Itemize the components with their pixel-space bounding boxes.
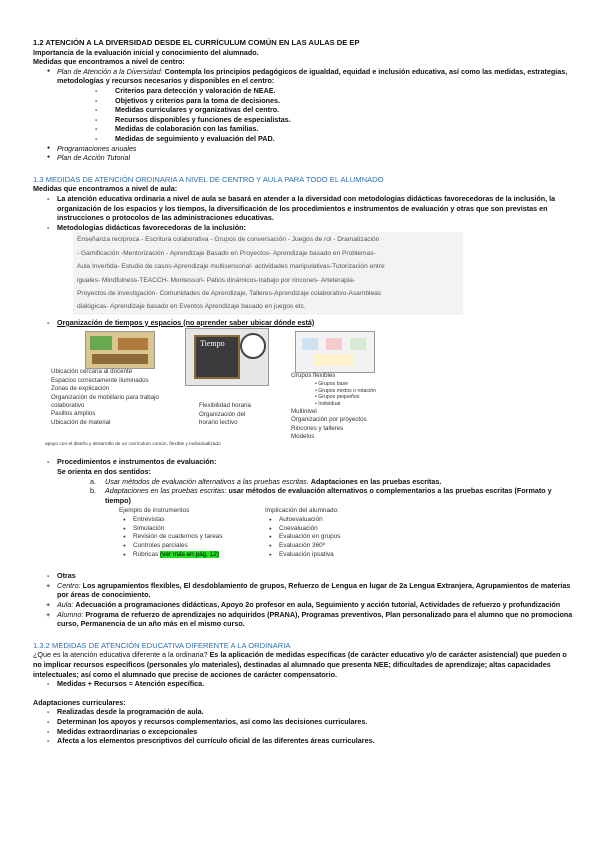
strategies-line: iguales- Mindfulness-TEACCH- Montessori- Patios dinámicos-trabajo por rincones- Arteterapia-	[77, 276, 356, 284]
instrument-item: ● Rúbricas (ver más en pág. 12)	[119, 551, 259, 560]
section-title-1-2: 1.2 ATENCIÓN A LA DIVERSIDAD DESDE EL CURRÍCULUM COMÚN EN LAS AULAS DE EP	[33, 38, 360, 47]
strategies-line: - Gamificación -Mentorización - Aprendizaje Basado en Proyectos- Aprendizaje basado en Problemas-	[77, 249, 376, 257]
group-item: • Individual	[315, 401, 341, 408]
plan-subitem: - Objetivos y criterios para la toma de decisiones.	[33, 96, 573, 106]
instruments-column	[119, 507, 259, 559]
space-item: Ubicación de material	[51, 418, 111, 426]
annual-programs-item: ● Programaciones anuales	[33, 144, 573, 154]
strategies-box	[73, 232, 463, 314]
student-item: ● Evaluación 360º	[265, 542, 395, 551]
board-word: Tiempo	[200, 339, 225, 349]
strategies-line: Proyectos de investigación- Comunidades de Aprendizaje, Talleres-Aprendizaje colaborativo-Asambleas	[77, 289, 382, 297]
plan-subitem: - Medidas de seguimiento y evaluación del PAD.	[33, 134, 573, 144]
classroom-measures-heading: Medidas que encontramos a nivel de aula:	[33, 184, 178, 194]
evaluation-heading: - Procedimientos e instrumentos de evaluación:	[33, 457, 573, 467]
space-item: Espacios correctamente iluminados	[51, 376, 149, 384]
others-heading: - Otras	[33, 571, 573, 581]
student-item: ● Coevaluación	[265, 525, 395, 534]
evaluation-option-a: a. Usar métodos de evaluación alternativos a las pruebas escritas. Adaptaciones en las pruebas escritas.	[90, 476, 442, 486]
adaptations-heading: Adaptaciones curriculares:	[33, 697, 126, 707]
plan-item: ● Plan de Atención a la Diversidad: Contempla los principios pedagógicos de igualdad, equidad e inclusión educativa, así como las medidas, estrategias, metodologías y recursos necesarios y disponibles en el centro:	[33, 67, 573, 86]
strategies-line: Aula Invertida- Estudio de casos-Aprendizaje multisensorial- actividades manipulativas-Tutorización entre	[77, 263, 385, 271]
others-item-centre: + Centro: Los agrupamientos flexibles, El desdoblamiento de grupos, Refuerzo de Lengua en lugar de 2a Lengua Extranjera, Agrupamientos de materias por áreas de conocimiento.	[33, 581, 573, 600]
space-list	[51, 368, 169, 427]
groups-list	[291, 372, 381, 441]
plan-subitem: - Medidas de colaboración con las familias.	[33, 124, 573, 134]
tutorial-plan-item: ● Plan de Acción Tutorial	[33, 153, 573, 163]
student-item: ● Evaluación en grupos	[265, 533, 395, 542]
clock-icon	[240, 333, 266, 359]
instrument-item: ● Revisión de cuadernos y tareas	[119, 533, 259, 542]
time-board-image	[185, 328, 269, 386]
plan-subitem: - Medidas curriculares y organizativas del centro.	[33, 105, 573, 115]
space-item: Zonas de explicación	[51, 385, 110, 393]
instruments-figure	[119, 505, 573, 571]
space-item: Pasillos amplios	[51, 410, 96, 418]
definition-paragraph: ¿Que es la atención educativa diferente a la ordinaria? Es la aplicación de medidas específicas (de carácter educativo y/o de carácter asistencial) que pueden o no implicar recursos específicos (personales y/o materiales), destinadas al alumnado que presenta NEE; dificultades de aprendizaje; altas capacidades intelectuales; así como el alumnado que precise de acciones de carácter compensatorio.	[33, 650, 567, 679]
groups-title: Grupos flexibles	[291, 372, 336, 380]
group-more: Organización por proyectos	[291, 416, 367, 424]
student-item: ● Autoevaluación	[265, 516, 395, 525]
strategies-line: Enseñanza recíproca - Escritura colaborativa - Grupos de conversación - Juegos de rol - Dramatización	[77, 236, 380, 244]
document-page	[33, 38, 573, 746]
page-reference-highlight: (ver más en pág. 12)	[160, 550, 219, 558]
student-column	[265, 507, 395, 559]
group-more: Modelos	[291, 433, 315, 441]
group-item: • Grupos pequeños	[315, 394, 360, 401]
adaptation-item: - Medidas extraordinarias o excepcionales	[33, 727, 573, 737]
instrument-item: ● Controles parciales	[119, 542, 259, 551]
adaptation-item: - Realizadas desde la programación de aula.	[33, 707, 573, 717]
group-more: Rincones y talleres	[291, 424, 344, 432]
group-more: Multinivel	[291, 407, 317, 415]
organization-figure	[33, 329, 573, 457]
plan-subitem: - Recursos disponibles y funciones de especialistas.	[33, 115, 573, 125]
evaluation-option-b: b. Adaptaciones en las pruebas escritas: usar métodos de evaluación alternativos o complementarios a las pruebas escritas (Formato y tiempo)	[90, 486, 552, 505]
time-item: Organización del horario lectivo	[199, 410, 246, 427]
classroom-image	[85, 331, 155, 369]
group-item: • Grupos base	[315, 380, 348, 387]
student-title: Implicación del alumnado:	[265, 507, 339, 515]
section-title-1-3: 1.3 MEDIDAS DE ATENCIÓN ORDINARIA A NIVEL DE CENTRO Y AULA PARA TODO EL ALUMNADO	[33, 174, 384, 184]
group-item: • Grupos mixtos o rotación	[315, 387, 376, 394]
plan-subitem: - Criterios para detección y valoración de NEAE.	[33, 86, 573, 96]
student-item: ● Evaluación ipsativa	[265, 551, 395, 560]
others-item-classroom: + Aula: Adecuación a programaciones didácticas, Apoyo 2o profesor en aula, Seguimiento y acción tutorial, Actividades de refuerzo y profundización	[33, 600, 573, 610]
groups-image	[295, 331, 375, 373]
space-item: Organización de mobiliario para trabajo colaborativo	[51, 393, 159, 409]
importance-text: Importancia de la evaluación inicial y conocimiento del alumnado.	[33, 47, 259, 57]
methodologies-heading: - Metodologías didácticas favorecedoras de la inclusión:	[33, 223, 573, 233]
time-list	[199, 402, 263, 427]
others-item-student: + Alumno: Programa de refuerzo de aprendizajes no adquiridos (PRANA), Programas preventivos, Plan personalizado para el alumno que no promociona curso, Permanencia de un año más en el mismo curso.	[33, 610, 573, 629]
organization-heading: - Organización de tiempos y espacios (no aprender saber ubicar dónde está)	[33, 318, 573, 328]
centre-measures-heading: Medidas que encontramos a nivel de centro:	[33, 57, 185, 67]
instruments-title: Ejemplo de instrumentos	[119, 507, 190, 515]
figure-note: apoyo con el diseño y desarrollo de un currículum común, flexible y individualizado	[45, 442, 221, 448]
evaluation-sub: Se orienta en dos sentidos:	[57, 466, 151, 476]
instrument-item: ● Entrevistas	[119, 516, 259, 525]
space-item: Ubicación cercana al docente	[51, 368, 133, 376]
time-item: Flexibilidad horaria	[199, 402, 251, 410]
section-title-1-3-2: 1.3.2 MEDIDAS DE ATENCIÓN EDUCATIVA DIFERENTE A LA ORDINARIA	[33, 640, 291, 650]
adaptation-item: - Afecta a los elementos prescriptivos del currículo oficial de las diferentes áreas curriculares.	[33, 736, 573, 746]
adaptation-item: - Determinan los apoyos y recursos complementarios, así como las decisiones curriculares.	[33, 717, 573, 727]
formula-item: - Medidas + Recursos = Atención específica.	[33, 679, 573, 689]
strategies-line: dialógicas- Aprendizaje basado en Eventos Aprendizaje basado en juegos etc.	[77, 303, 306, 311]
ordinary-attention-paragraph: - La atención educativa ordinaria a nivel de aula se basará en atender a la diversidad con metodologías didácticas favorecedoras de la inclusión, la organización de los espacios y los tiempos, la diversificación de los procedimientos e instrumentos de evaluación y otras que son previstas en instrucciones o protocolos de las administraciones educativas.	[33, 194, 573, 223]
instrument-item: ● Simulación	[119, 525, 259, 534]
